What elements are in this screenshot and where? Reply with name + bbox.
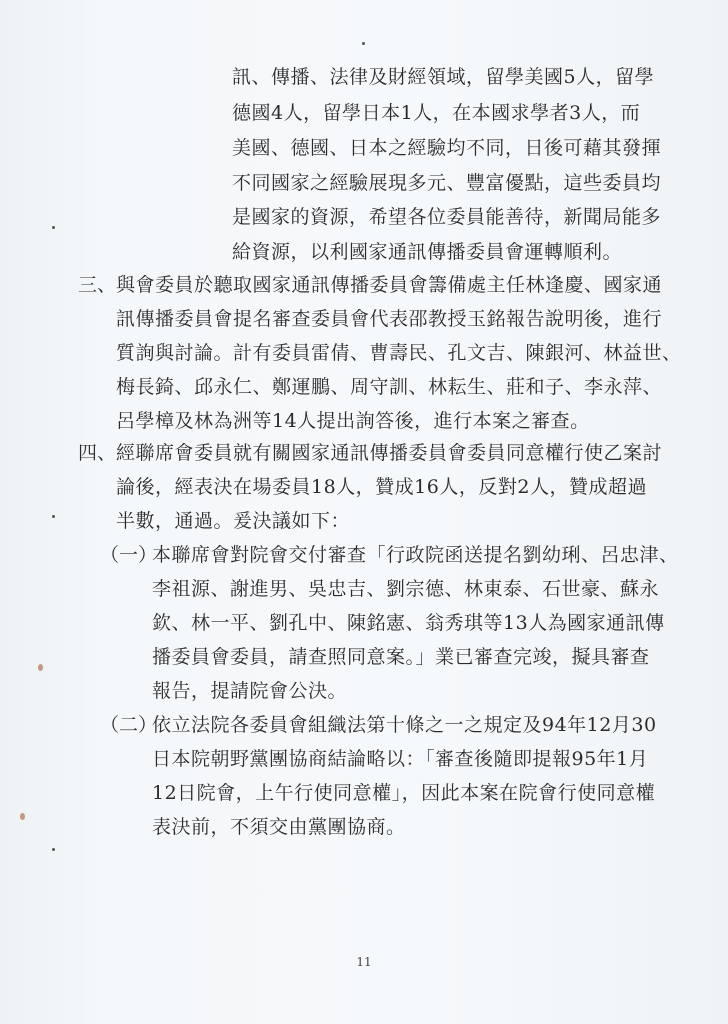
sub1-line-1: 本聯席會對院會交付審查「行政院函送提名劉幼琍、呂忠津、 [152,544,679,566]
sub1-line-3: 欽、林一平、劉孔中、陳銘憲、翁秀琪等13人為國家通訊傳 [152,612,665,634]
sub1-line-5: 報告，提請院會公決。 [152,680,348,702]
intro-line-5: 是國家的資源，希望各位委員能善待，新聞局能多 [232,206,662,228]
page-number: 11 [356,955,372,969]
item4-line-3: 半數，通過。爰決議如下： [116,510,351,532]
sub1-line-2: 李祖源、謝進男、吳忠吉、劉宗德、林東泰、石世豪、蘇永 [152,578,660,600]
sub2-line-4: 表決前，不須交由黨團協商。 [152,816,406,838]
sub2-line-1: 依立法院各委員會組織法第十條之一之規定及94年12月30 [152,714,657,736]
sub2-line-3: 12日院會，上午行使同意權」，因此本案在院會行使同意權 [152,782,656,804]
intro-line-6: 給資源，以利國家通訊傳播委員會運轉順利。 [232,241,623,263]
scan-stain [20,813,25,820]
scan-speck [362,42,365,45]
intro-line-1: 訊、傳播、法律及財經領域，留學美國5人，留學 [232,66,655,88]
scan-speck [52,515,55,518]
intro-line-2: 德國4人，留學日本1人，在本國求學者3人，而 [232,102,641,124]
scan-speck [52,848,55,851]
intro-line-4: 不同國家之經驗展現多元、豐富優點，這些委員均 [232,172,662,194]
item3-line-5: 呂學樟及林為洲等14人提出詢答後，進行本案之審查。 [116,410,590,432]
scan-stain [38,664,43,671]
item3-line-2: 訊傳播委員會提名審查委員會代表邵教授玉銘報告說明後，進行 [116,308,663,330]
sub2-line-2: 日本院朝野黨團協商結論略以：「審查後隨即提報95年1月 [152,748,649,770]
item3-line-4: 梅長錡、邱永仁、鄭運鵬、周守訓、林耘生、莊和子、李永萍、 [116,376,663,398]
intro-line-3: 美國、德國、日本之經驗均不同，日後可藉其發揮 [232,137,662,159]
item3-marker: 三、 [78,274,117,296]
sub1-line-4: 播委員會委員，請查照同意案。」業已審查完竣，擬具審查 [152,646,650,668]
sub1-marker: （一） [100,544,158,566]
sub2-marker: （二） [100,714,158,736]
item3-line-1: 與會委員於聽取國家通訊傳播委員會籌備處主任林逢慶、國家通 [116,274,663,296]
item4-marker: 四、 [78,442,117,464]
item4-line-2: 論後，經表決在場委員18人，贊成16人，反對2人，贊成超過 [116,476,647,498]
item4-line-1: 經聯席會委員就有關國家通訊傳播委員會委員同意權行使乙案討 [116,442,663,464]
item3-line-3: 質詢與討論。計有委員雷倩、曹壽民、孔文吉、陳銀河、林益世、 [116,342,682,364]
scan-speck [52,226,55,229]
